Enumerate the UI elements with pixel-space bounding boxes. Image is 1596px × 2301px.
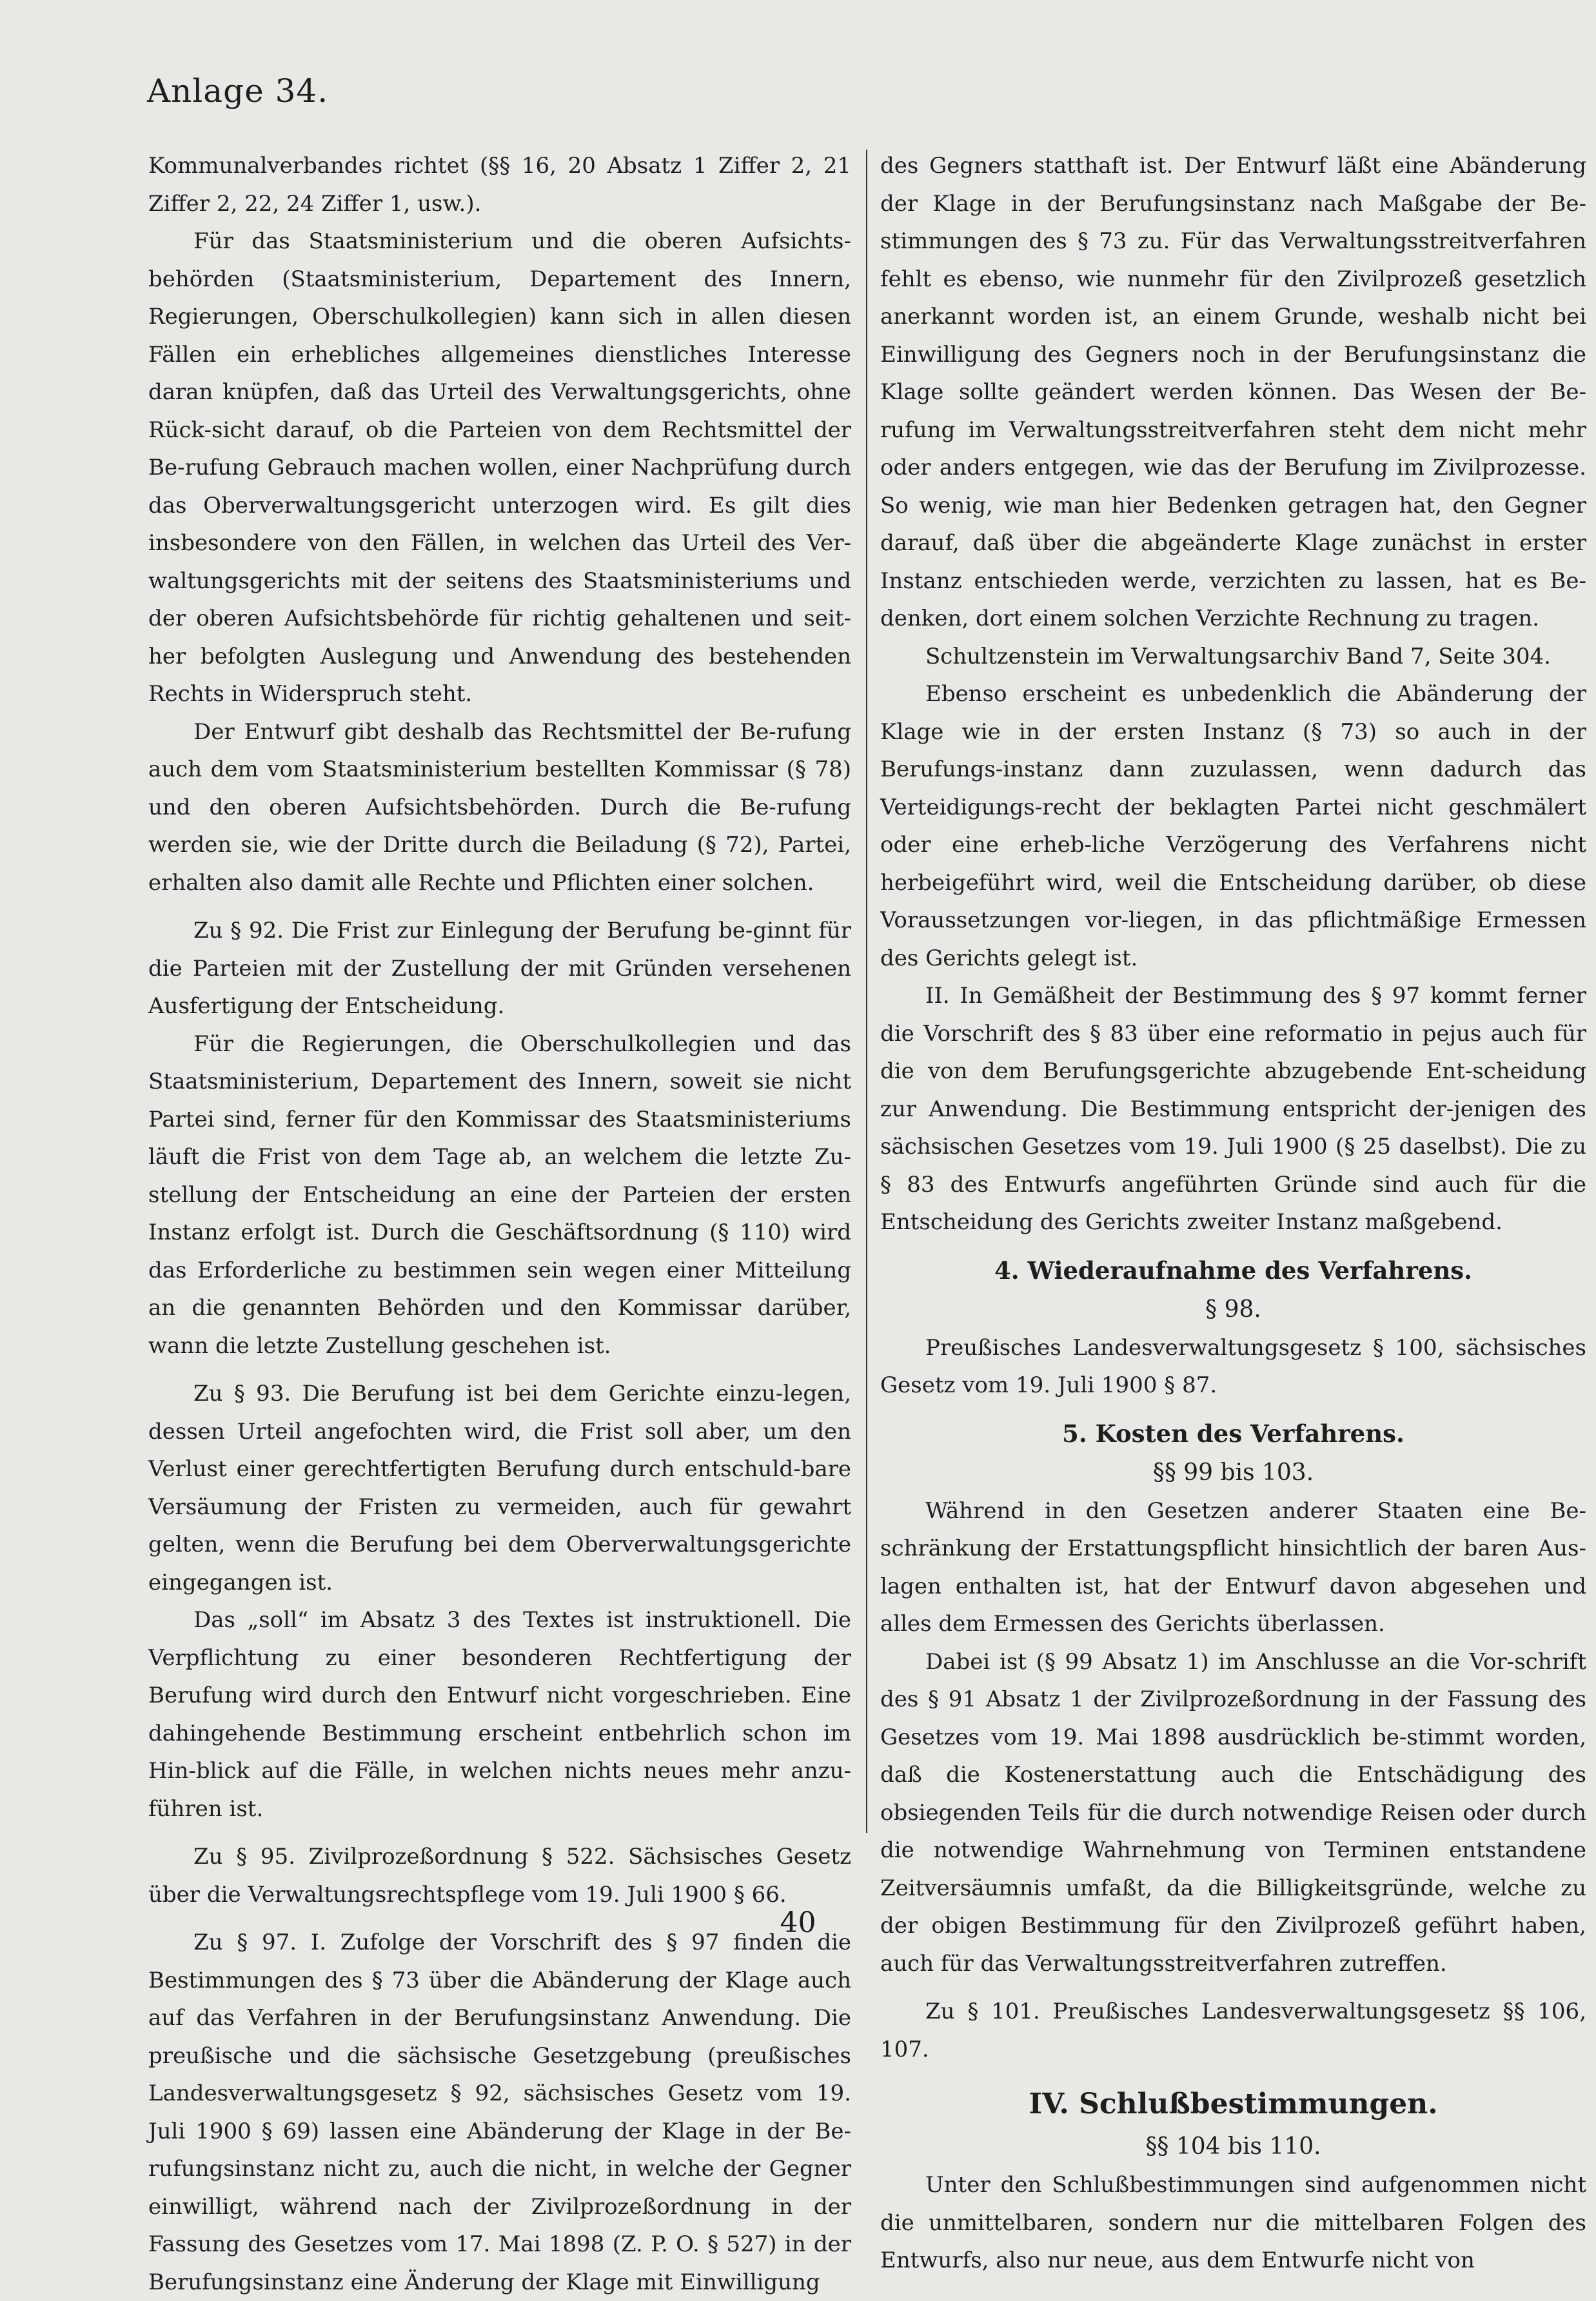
paragraph: Zu § 101. Preußisches Landesverwaltungsgesetz §§ 106, 107. <box>880 1999 1586 2062</box>
paragraph-reference: §§ 104 bis 110. <box>1145 2133 1321 2160</box>
page-number: 40 <box>780 1906 816 1939</box>
paragraph: Zu § 95. Zivilprozeßordnung § 522. Sächsisches Gesetz über die Verwaltungsrechtspflege vom 19. Juli 1900 § 66. <box>148 1844 851 1908</box>
paragraph: Zu § 93. Die Berufung ist bei dem Gerichte einzu-legen, dessen Urteil angefochten wird, die Frist soll aber, um den Verlust einer gerechtfertigten Berufung durch entschuld-bare Versäumung der Fristen zu vermeiden, auch für gewahrt gelten, wenn die Berufung bei dem Oberverwaltungsgerichte eingegangen ist. <box>148 1381 851 1595</box>
paragraph: Unter den Schlußbestimmungen sind aufgenommen nicht die unmittelbaren, sondern nur die mittelbaren Folgen des Entwurfs, also nur neue, aus dem Entwurfe nicht von <box>880 2172 1586 2273</box>
paragraph: Zu § 97. I. Zufolge der Vorschrift des § 97 finden die Bestimmungen des § 73 über die Abänderung der Klage auch auf das Verfahren in der Berufungsinstanz Anwendung. Die preußische und die sächsische Gesetzgebung (preußisches Landesverwaltungsgesetz § 92, sächsisches Gesetz vom 19. Juli 1900 § 69) lassen eine Abänderung der Klage in der Be-rufungsinstanz nicht zu, auch die nicht, in welche der Gegner einwilligt, während nach der Zivilprozeßordnung in der Fassung des Gesetzes vom 17. Mai 1898 (Z. P. O. § 527) in der Berufungsinstanz eine Änderung der Klage mit Einwilligung <box>148 1930 851 2295</box>
paragraph: Während in den Gesetzen anderer Staaten eine Be-schränkung der Erstattungspflicht hinsichtlich der baren Aus-lagen enthalten ist, hat der Entwurf davon abgesehen und alles dem Ermessen des Gerichts überlassen. <box>880 1497 1586 1637</box>
column-divider <box>866 150 867 1833</box>
paragraph: Für die Regierungen, die Oberschulkollegien und das Staatsministerium, Departement des Innern, soweit sie nicht Partei sind, ferner für den Kommissar des Staatsministeriums läuft die Frist von dem Tage ab, an welchem die letzte Zu-stellung der Entscheidung an eine der Parteien der ersten Instanz erfolgt ist. Durch die Geschäftsordnung (§ 110) wird das Erforderliche zu bestimmen sein wegen einer Mitteilung an die genannten Behörden und den Kommissar darüber, wann die letzte Zustellung geschehen ist. <box>148 1031 851 1359</box>
section-heading: 4. Wiederaufnahme des Verfahrens. <box>994 1256 1472 1285</box>
section-heading: 5. Kosten des Verfahrens. <box>1062 1419 1404 1448</box>
page-header: Anlage 34. <box>147 72 329 110</box>
paragraph: Zu § 92. Die Frist zur Einlegung der Berufung be-ginnt für die Parteien mit der Zustellung der mit Gründen versehenen Ausfertigung der Entscheidung. <box>148 918 851 1019</box>
paragraph: Das „soll“ im Absatz 3 des Textes ist instruktionell. Die Verpflichtung zu einer besonderen Rechtfertigung der Berufung wird durch den Entwurf nicht vorgeschrieben. Eine dahingehende Bestimmung erscheint entbehrlich schon im Hin-blick auf die Fälle, in welchen nichts neues mehr anzu-führen ist. <box>148 1607 851 1822</box>
paragraph: Schultzenstein im Verwaltungsarchiv Band 7, Seite 304. <box>925 643 1551 669</box>
chapter-heading: IV. Schlußbestimmungen. <box>1029 2088 1438 2120</box>
paragraph: II. In Gemäßheit der Bestimmung des § 97 kommt ferner die Vorschrift des § 83 über eine reformatio in pejus auch für die von dem Berufungsgerichte abzugebende Ent-scheidung zur Anwendung. Die Bestimmung entspricht der-jenigen des sächsischen Gesetzes vom 19. Juli 1900 (§ 25 daselbst). Die zu § 83 des Entwurfs angeführten Gründe sind auch für die Entscheidung des Gerichts zweiter Instanz maßgebend. <box>880 983 1586 1235</box>
paragraph: Dabei ist (§ 99 Absatz 1) im Anschlusse an die Vor-schrift des § 91 Absatz 1 der Zivilprozeßordnung in der Fassung des Gesetzes vom 19. Mai 1898 ausdrücklich be-stimmt worden, daß die Kostenerstattung auch die Entschädigung des obsiegenden Teils für die durch notwendige Reisen oder durch die notwendige Wahrnehmung von Terminen entstandene Zeitversäumnis umfaßt, da die Billigkeitsgründe, welche zu der obigen Bestimmung für den Zivilprozeß geführt haben, auch für das Verwaltungsstreitverfahren zutreffen. <box>880 1648 1586 1977</box>
paragraph-reference: §§ 99 bis 103. <box>1152 1459 1314 1486</box>
paragraph-reference: § 98. <box>1205 1296 1261 1323</box>
paragraph: Preußisches Landesverwaltungsgesetz § 100, sächsisches Gesetz vom 19. Juli 1900 § 87. <box>880 1334 1586 1398</box>
paragraph: Ebenso erscheint es unbedenklich die Abänderung der Klage wie in der ersten Instanz (§ 73) so auch in der Berufungs-instanz dann zuzulassen, wenn dadurch das Verteidigungs-recht der beklagten Partei nicht geschmälert oder eine erheb-liche Verzögerung des Verfahrens nicht herbeigeführt wird, weil die Entscheidung darüber, ob diese Voraussetzungen vor-liegen, in das pflichtmäßige Ermessen des Gerichts gelegt ist. <box>880 681 1586 971</box>
paragraph: Für das Staatsministerium und die oberen Aufsichts-behörden (Staatsministerium, Departement des Innern, Regierungen, Oberschulkollegien) kann sich in allen diesen Fällen ein erhebliches allgemeines dienstliches Interesse daran knüpfen, daß das Urteil des Verwaltungsgerichts, ohne Rück-sicht darauf, ob die Parteien von dem Rechtsmittel der Be-rufung Gebrauch machen wollen, einer Nachprüfung durch das Oberverwaltungsgericht unterzogen wird. Es gilt dies insbesondere von den Fällen, in welchen das Urteil des Ver-waltungsgerichts mit der seitens des Staatsministeriums und der oberen Aufsichtsbehörde für richtig gehaltenen und seit-her befolgten Auslegung und Anwendung des bestehenden Rechts in Widerspruch steht. <box>148 228 851 707</box>
paragraph: des Gegners statthaft ist. Der Entwurf läßt eine Abänderung der Klage in der Berufungsinstanz nach Maßgabe der Be-stimmungen des § 73 zu. Für das Verwaltungsstreitverfahren fehlt es ebenso, wie nunmehr für den Zivilprozeß gesetzlich anerkannt worden ist, an einem Grunde, weshalb nicht bei Einwilligung des Gegners noch in der Berufungsinstanz die Klage sollte geändert werden können. Das Wesen der Be-rufung im Verwaltungsstreitverfahren steht dem nicht mehr oder anders entgegen, wie das der Berufung im Zivilprozesse. So wenig, wie man hier Bedenken getragen hat, den Gegner darauf, daß über die abgeänderte Klage zunächst in erster Instanz entschieden werde, verzichten zu lassen, hat es Be-denken, dort einem solchen Verzichte Rechnung zu tragen. <box>880 153 1586 631</box>
paragraph: Kommunalverbandes richtet (§§ 16, 20 Absatz 1 Ziffer 2, 21 Ziffer 2, 22, 24 Ziffer 1, usw.). <box>148 153 851 217</box>
right-column <box>880 147 1586 2273</box>
paragraph: Der Entwurf gibt deshalb das Rechtsmittel der Be-rufung auch dem vom Staatsministerium bestellten Kommissar (§ 78) und den oberen Aufsichtsbehörden. Durch die Be-rufung werden sie, wie der Dritte durch die Beiladung (§ 72), Partei, erhalten also damit alle Rechte und Pflichten einer solchen. <box>148 718 851 896</box>
